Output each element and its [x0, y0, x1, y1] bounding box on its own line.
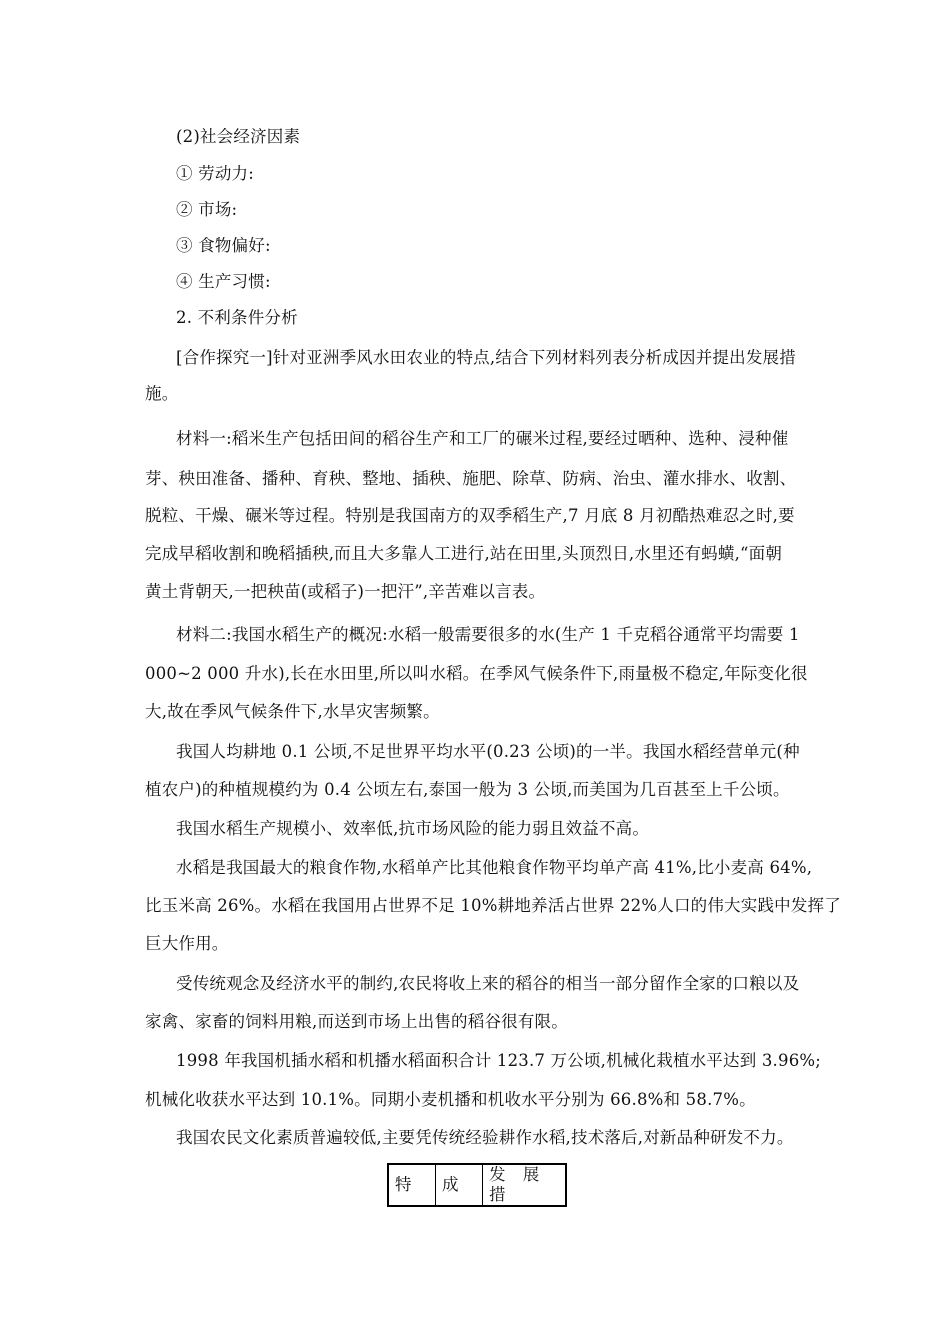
section-unfavorable-heading: 2. 不利条件分析 [176, 308, 298, 327]
yield-line-2: 比玉米高 26%。水稻在我国用占世界不足 10%耕地养活占世界 22%人口的伟大实践中发挥了 [145, 896, 841, 915]
yield-line-3: 巨大作用。 [145, 934, 229, 953]
factor-labor: ① 劳动力: [176, 164, 255, 183]
material2-line-3: 大,故在季风气候条件下,水旱灾害频繁。 [145, 702, 440, 721]
land-line-2: 植农户)的种植规模约为 0.4 公顷左右,泰国一般为 3 公顷,而美国为几百甚至上千公顷。 [145, 780, 790, 799]
section-social-heading: (2)社会经济因素 [176, 127, 301, 146]
mechanization-line-2: 机械化收获水平达到 10.1%。同期小麦机播和机收水平分别为 66.8%和 58.7%。 [145, 1090, 756, 1109]
factor-food-preference: ③ 食物偏好: [176, 236, 271, 255]
factor-market: ② 市场: [176, 200, 238, 219]
inquiry-line-1: [合作探究一]针对亚洲季风水田农业的特点,结合下列材料列表分析成因并提出发展措 [176, 348, 796, 367]
mechanization-line-1: 1998 年我国机插水稻和机播水稻面积合计 123.7 万公顷,机械化栽植水平达到 3.96%; [176, 1051, 822, 1070]
factor-production-habit: ④ 生产习惯: [176, 272, 271, 291]
material2-line-2: 000~2 000 升水),长在水田里,所以叫水稻。在季风气候条件下,雨量极不稳定,年际变化很 [145, 664, 808, 683]
material1-line-1: 材料一:稻米生产包括田间的稻谷生产和工厂的碾米过程,要经过晒种、选种、浸种催 [176, 429, 789, 448]
education-paragraph: 我国农民文化素质普遍较低,主要凭传统经验耕作水稻,技术落后,对新品种研发不力。 [176, 1128, 794, 1147]
material1-line-4: 完成早稻收割和晚稻插秧,而且大多靠人工进行,站在田里,头顶烈日,水里还有蚂蟥,“面朝 [145, 544, 783, 563]
table-header-cell: 发 展 措 [483, 1164, 567, 1206]
yield-line-1: 水稻是我国最大的粮食作物,水稻单产比其他粮食作物平均单产高 41%,比小麦高 64%, [176, 858, 813, 877]
land-line-1: 我国人均耕地 0.1 公顷,不足世界平均水平(0.23 公顷)的一半。我国水稻经营单元(种 [176, 742, 800, 761]
tradition-line-2: 家禽、家畜的饲料用粮,而送到市场上出售的稻谷很有限。 [145, 1012, 568, 1031]
table-header-row [388, 1164, 566, 1206]
analysis-table [387, 1163, 567, 1207]
material1-line-5: 黄土背朝天,一把秧苗(或稻子)一把汗”,辛苦难以言表。 [145, 582, 546, 601]
material2-line-1: 材料二:我国水稻生产的概况:水稻一般需要很多的水(生产 1 千克稻谷通常平均需要 1 [176, 625, 800, 644]
material1-line-3: 脱粒、干燥、碾米等过程。特别是我国南方的双季稻生产,7 月底 8 月初酷热难忍之时,要 [145, 506, 795, 525]
table-header-cell: 成 [436, 1164, 483, 1206]
table-header-cell: 特 [388, 1164, 436, 1206]
material1-line-2: 芽、秧田准备、播种、育秧、整地、插秧、施肥、除草、防病、治虫、灌水排水、收割、 [145, 469, 797, 488]
scale-paragraph: 我国水稻生产规模小、效率低,抗市场风险的能力弱且效益不高。 [176, 819, 650, 838]
inquiry-line-2: 施。 [145, 384, 179, 403]
tradition-line-1: 受传统观念及经济水平的制约,农民将收上来的稻谷的相当一部分留作全家的口粮以及 [176, 974, 800, 993]
